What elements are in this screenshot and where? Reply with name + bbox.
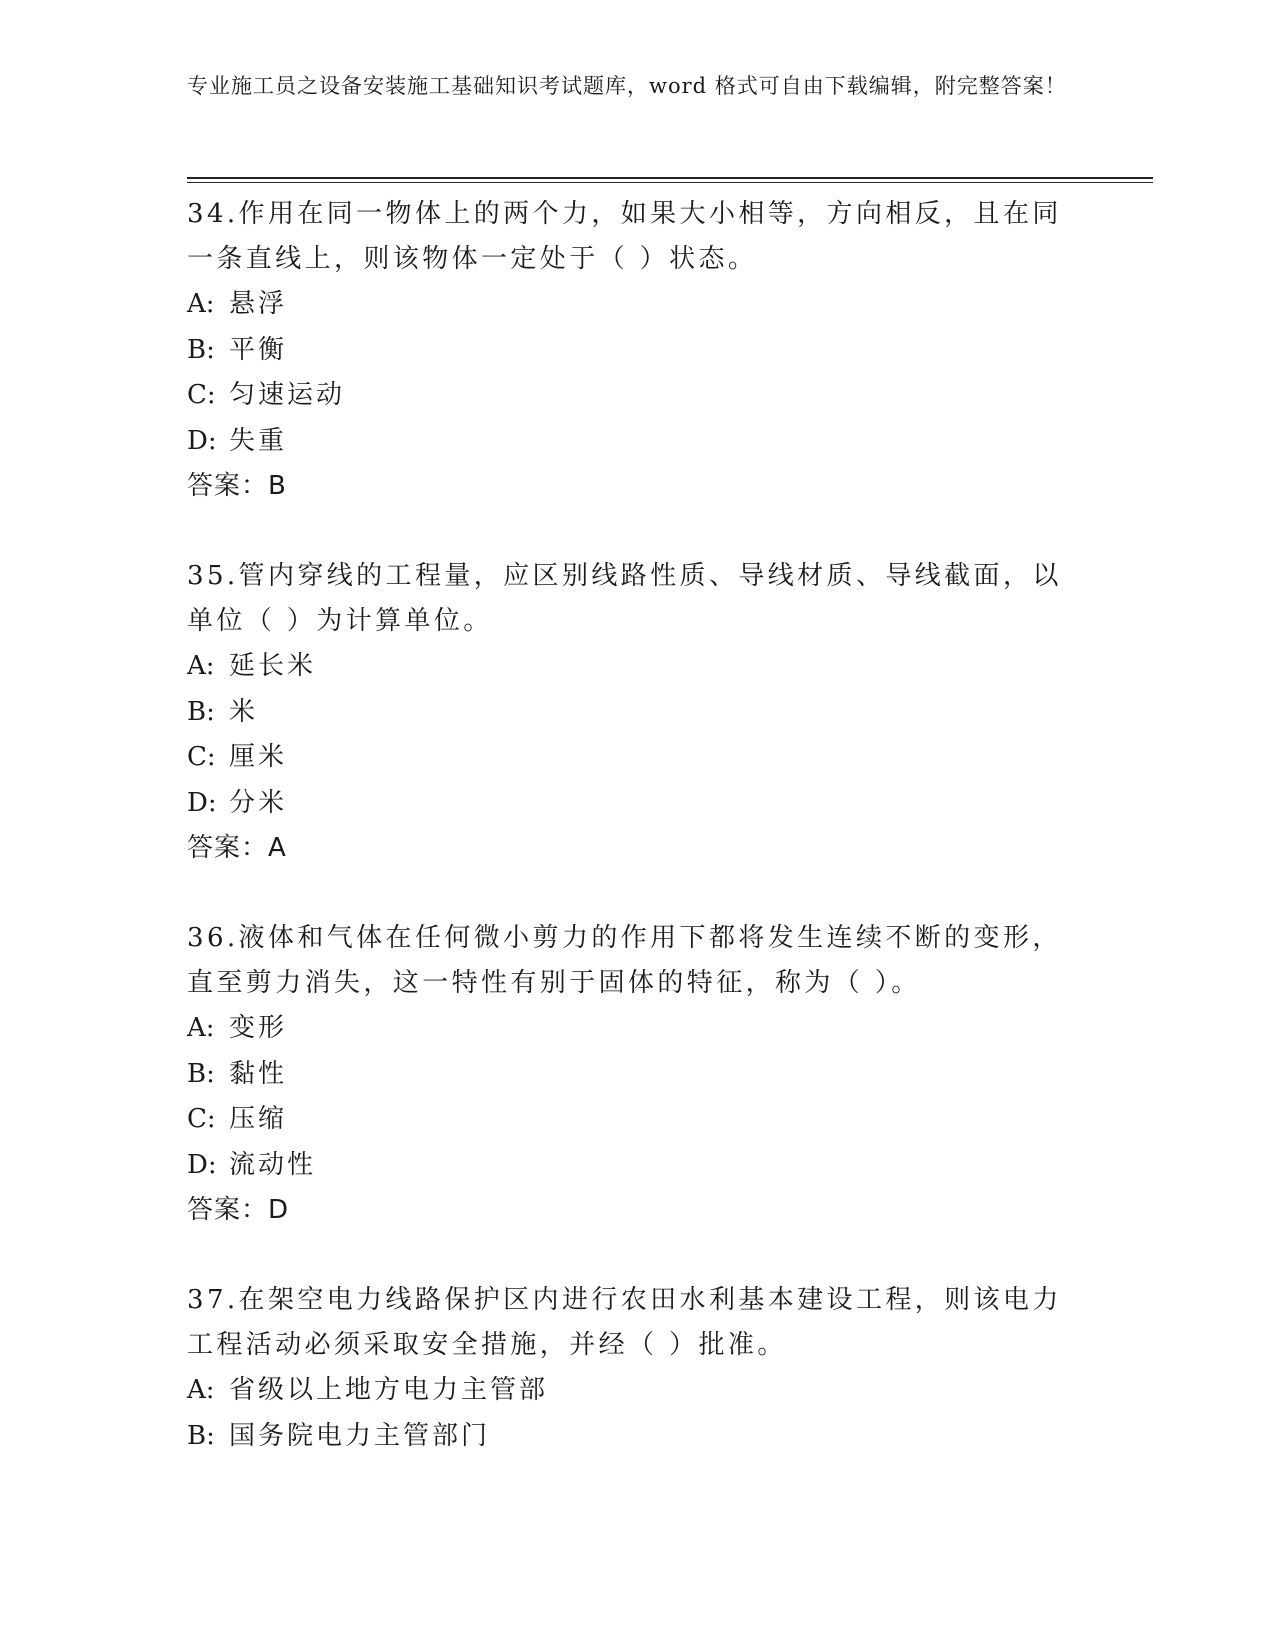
option-c — [187, 1097, 1087, 1143]
question-37 — [187, 1278, 1087, 1459]
option-text: 厘米 — [229, 742, 288, 772]
option-text: 省级以上地方电力主管部 — [229, 1375, 549, 1405]
option-a — [187, 1006, 1087, 1052]
header-divider-thick — [187, 177, 1153, 179]
option-letter: B: — [187, 1058, 215, 1089]
option-d — [187, 419, 1087, 465]
question-stem: 34.作用在同一物体上的两个力，如果大小相等，方向相反，且在同一条直线上，则该物体一定处于（ ）状态。 — [187, 199, 1062, 274]
option-c — [187, 373, 1087, 419]
option-letter: C: — [187, 380, 216, 410]
option-letter: D: — [187, 787, 217, 818]
option-letter: A: — [187, 651, 215, 681]
answer-line: 答案：A — [187, 833, 287, 863]
question-list — [187, 192, 1087, 1504]
option-letter: D: — [187, 1149, 217, 1180]
option-text: 延长米 — [229, 651, 317, 681]
question-35 — [187, 554, 1087, 871]
answer-line: 答案：B — [187, 471, 287, 501]
option-letter: C: — [187, 1104, 216, 1134]
question-34 — [187, 192, 1087, 509]
answer-line: 答案：D — [187, 1195, 290, 1225]
option-a — [187, 282, 1087, 328]
option-text: 平衡 — [229, 334, 288, 365]
option-b — [187, 1414, 1087, 1460]
option-a — [187, 644, 1087, 690]
option-d — [187, 781, 1087, 827]
option-letter: B: — [187, 696, 215, 727]
option-b — [187, 690, 1087, 736]
option-letter: C: — [187, 742, 216, 772]
question-stem: 36.液体和气体在任何微小剪力的作用下都将发生连续不断的变形，直至剪力消失，这一特性有别于固体的特征，称为（ ）。 — [187, 923, 1062, 998]
header-divider-thin — [187, 182, 1153, 183]
option-letter: B: — [187, 334, 215, 365]
option-d — [187, 1143, 1087, 1189]
option-letter: D: — [187, 425, 217, 456]
document-header: 专业施工员之设备安装施工基础知识考试题库，word 格式可自由下载编辑，附完整答案！ — [187, 74, 1067, 98]
question-stem: 35.管内穿线的工程量，应区别线路性质、导线材质、导线截面，以单位（ ）为计算单位。 — [187, 561, 1062, 636]
option-text: 失重 — [229, 425, 288, 456]
option-text: 悬浮 — [229, 289, 288, 319]
option-b — [187, 328, 1087, 374]
option-text: 压缩 — [229, 1104, 288, 1134]
option-text: 分米 — [229, 787, 288, 818]
option-text: 黏性 — [229, 1058, 288, 1089]
option-letter: B: — [187, 1420, 215, 1451]
question-stem: 37.在架空电力线路保护区内进行农田水利基本建设工程，则该电力工程活动必须采取安全措施，并经（ ）批准。 — [187, 1285, 1062, 1360]
option-letter: A: — [187, 1013, 215, 1043]
option-letter: A: — [187, 289, 215, 319]
option-text: 米 — [229, 696, 259, 727]
option-text: 流动性 — [229, 1149, 317, 1180]
option-text: 国务院电力主管部门 — [229, 1420, 491, 1451]
option-c — [187, 735, 1087, 781]
option-letter: A: — [187, 1375, 215, 1405]
question-36 — [187, 916, 1087, 1233]
option-text: 匀速运动 — [229, 380, 346, 410]
option-a — [187, 1368, 1087, 1414]
option-b — [187, 1052, 1087, 1098]
option-text: 变形 — [229, 1013, 288, 1043]
